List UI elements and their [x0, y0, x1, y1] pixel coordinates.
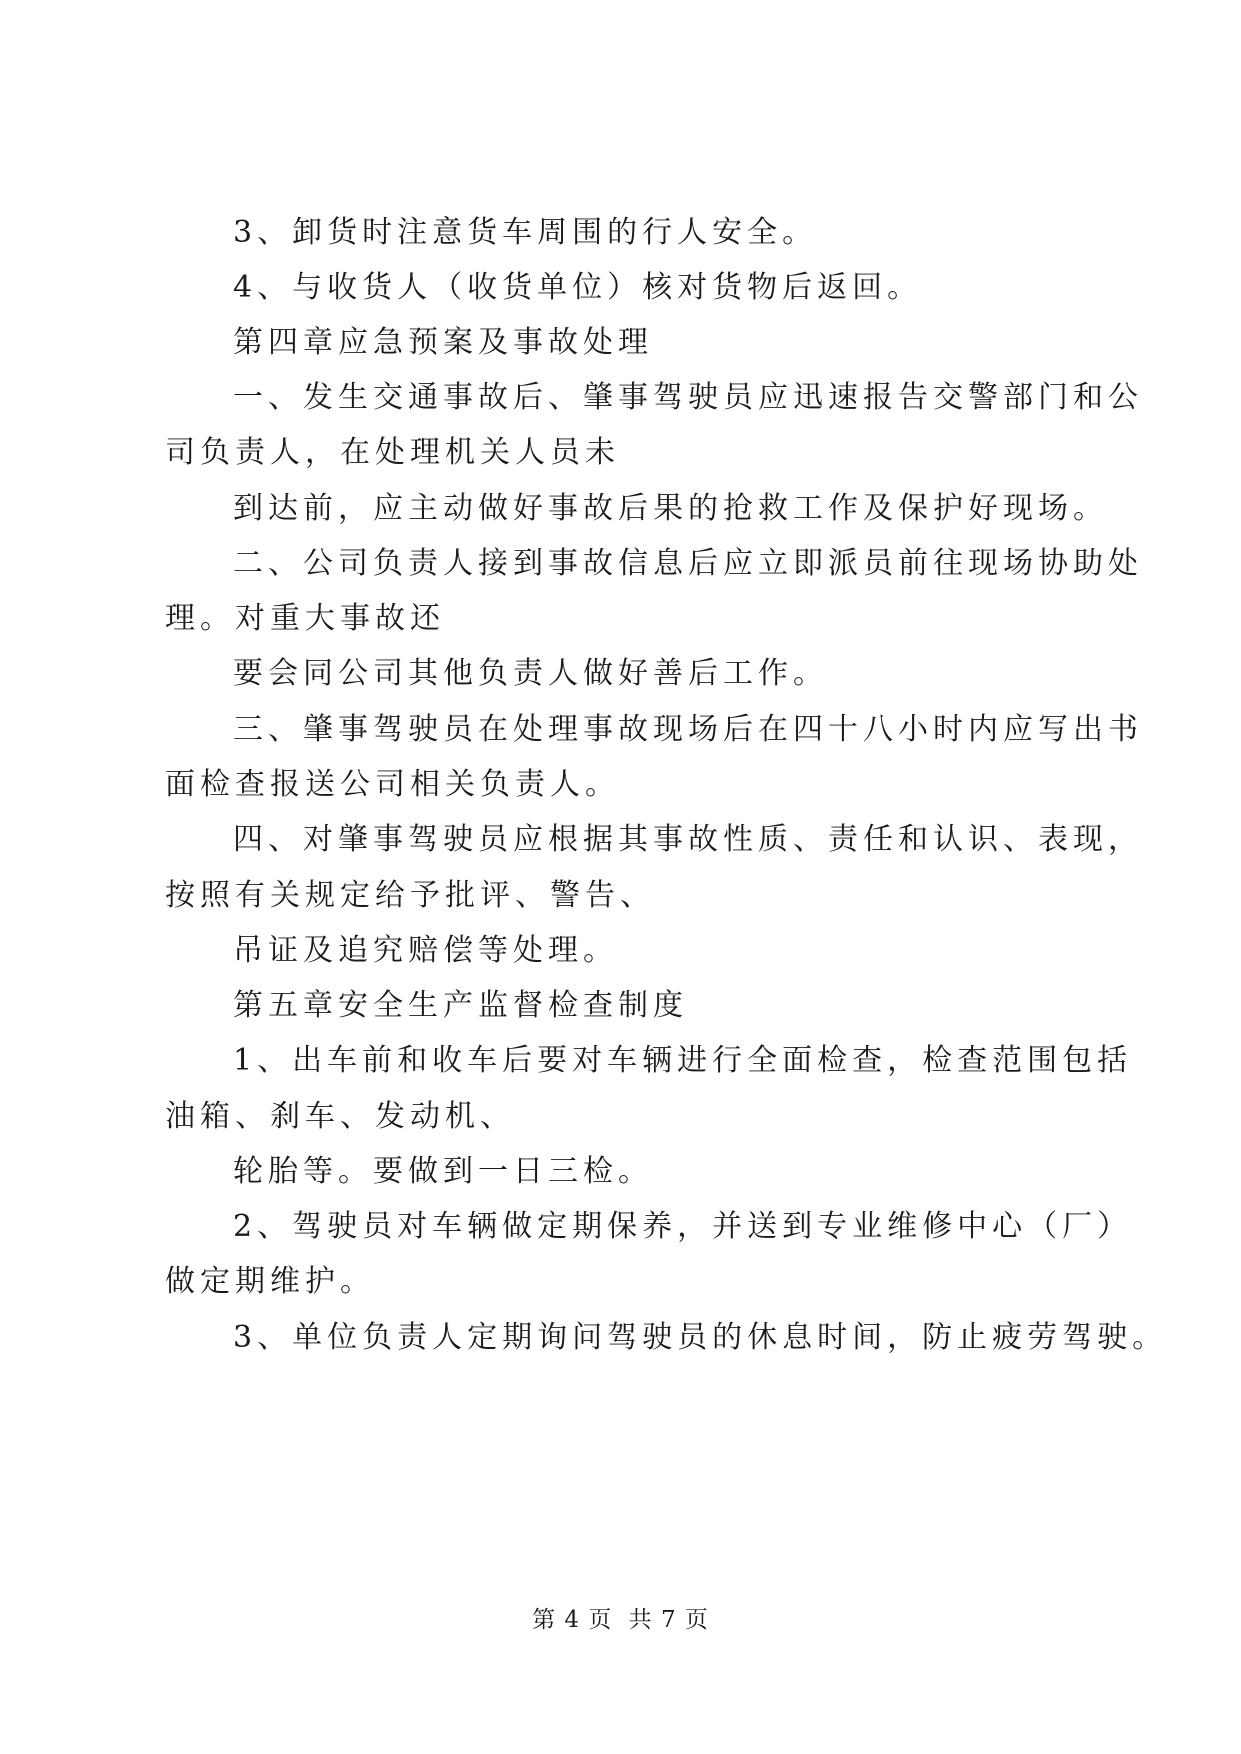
paragraph-line: 3、卸货时注意货车周围的行人安全。 [233, 215, 818, 250]
paragraph-line: 司负责人，在处理机关人员未 [165, 435, 620, 470]
paragraph-line: 轮胎等。要做到一日三检。 [233, 1154, 653, 1189]
paragraph-line: 四、对肇事驾驶员应根据其事故性质、责任和认识、表现， [233, 822, 1143, 857]
paragraph-line: 三、肇事驾驶员在处理事故现场后在四十八小时内应写出书 [233, 712, 1143, 747]
paragraph-line: 吊证及追究赔偿等处理。 [233, 933, 618, 968]
paragraph-line: 油箱、刹车、发动机、 [165, 1099, 515, 1134]
paragraph-line: 到达前，应主动做好事故后果的抢救工作及保护好现场。 [233, 491, 1108, 526]
paragraph-line: 做定期维护。 [165, 1264, 375, 1299]
paragraph-line: 二、公司负责人接到事故信息后应立即派员前往现场协助处 [233, 546, 1143, 581]
paragraph-line: 面检查报送公司相关负责人。 [165, 767, 620, 802]
page-total: 共 7 页 [628, 1607, 709, 1633]
chapter-heading: 第五章安全生产监督检查制度 [233, 988, 688, 1023]
paragraph-line: 一、发生交通事故后、肇事驾驶员应迅速报告交警部门和公 [233, 380, 1143, 415]
paragraph-line: 按照有关规定给予批评、警告、 [165, 878, 655, 913]
page-footer [0, 1605, 1241, 1635]
paragraph-line: 理。对重大事故还 [165, 601, 445, 636]
page-number: 第 4 页 [532, 1607, 613, 1633]
paragraph-line: 4、与收货人（收货单位）核对货物后返回。 [233, 270, 923, 305]
paragraph-line: 2、驾驶员对车辆做定期保养，并送到专业维修中心（厂） [233, 1209, 1133, 1244]
paragraph-line: 1、出车前和收车后要对车辆进行全面检查，检查范围包括 [233, 1043, 1133, 1078]
paragraph-line: 要会同公司其他负责人做好善后工作。 [233, 656, 828, 691]
paragraph-line: 3、单位负责人定期询问驾驶员的休息时间，防止疲劳驾驶。 [233, 1320, 1168, 1355]
chapter-heading: 第四章应急预案及事故处理 [233, 325, 653, 360]
